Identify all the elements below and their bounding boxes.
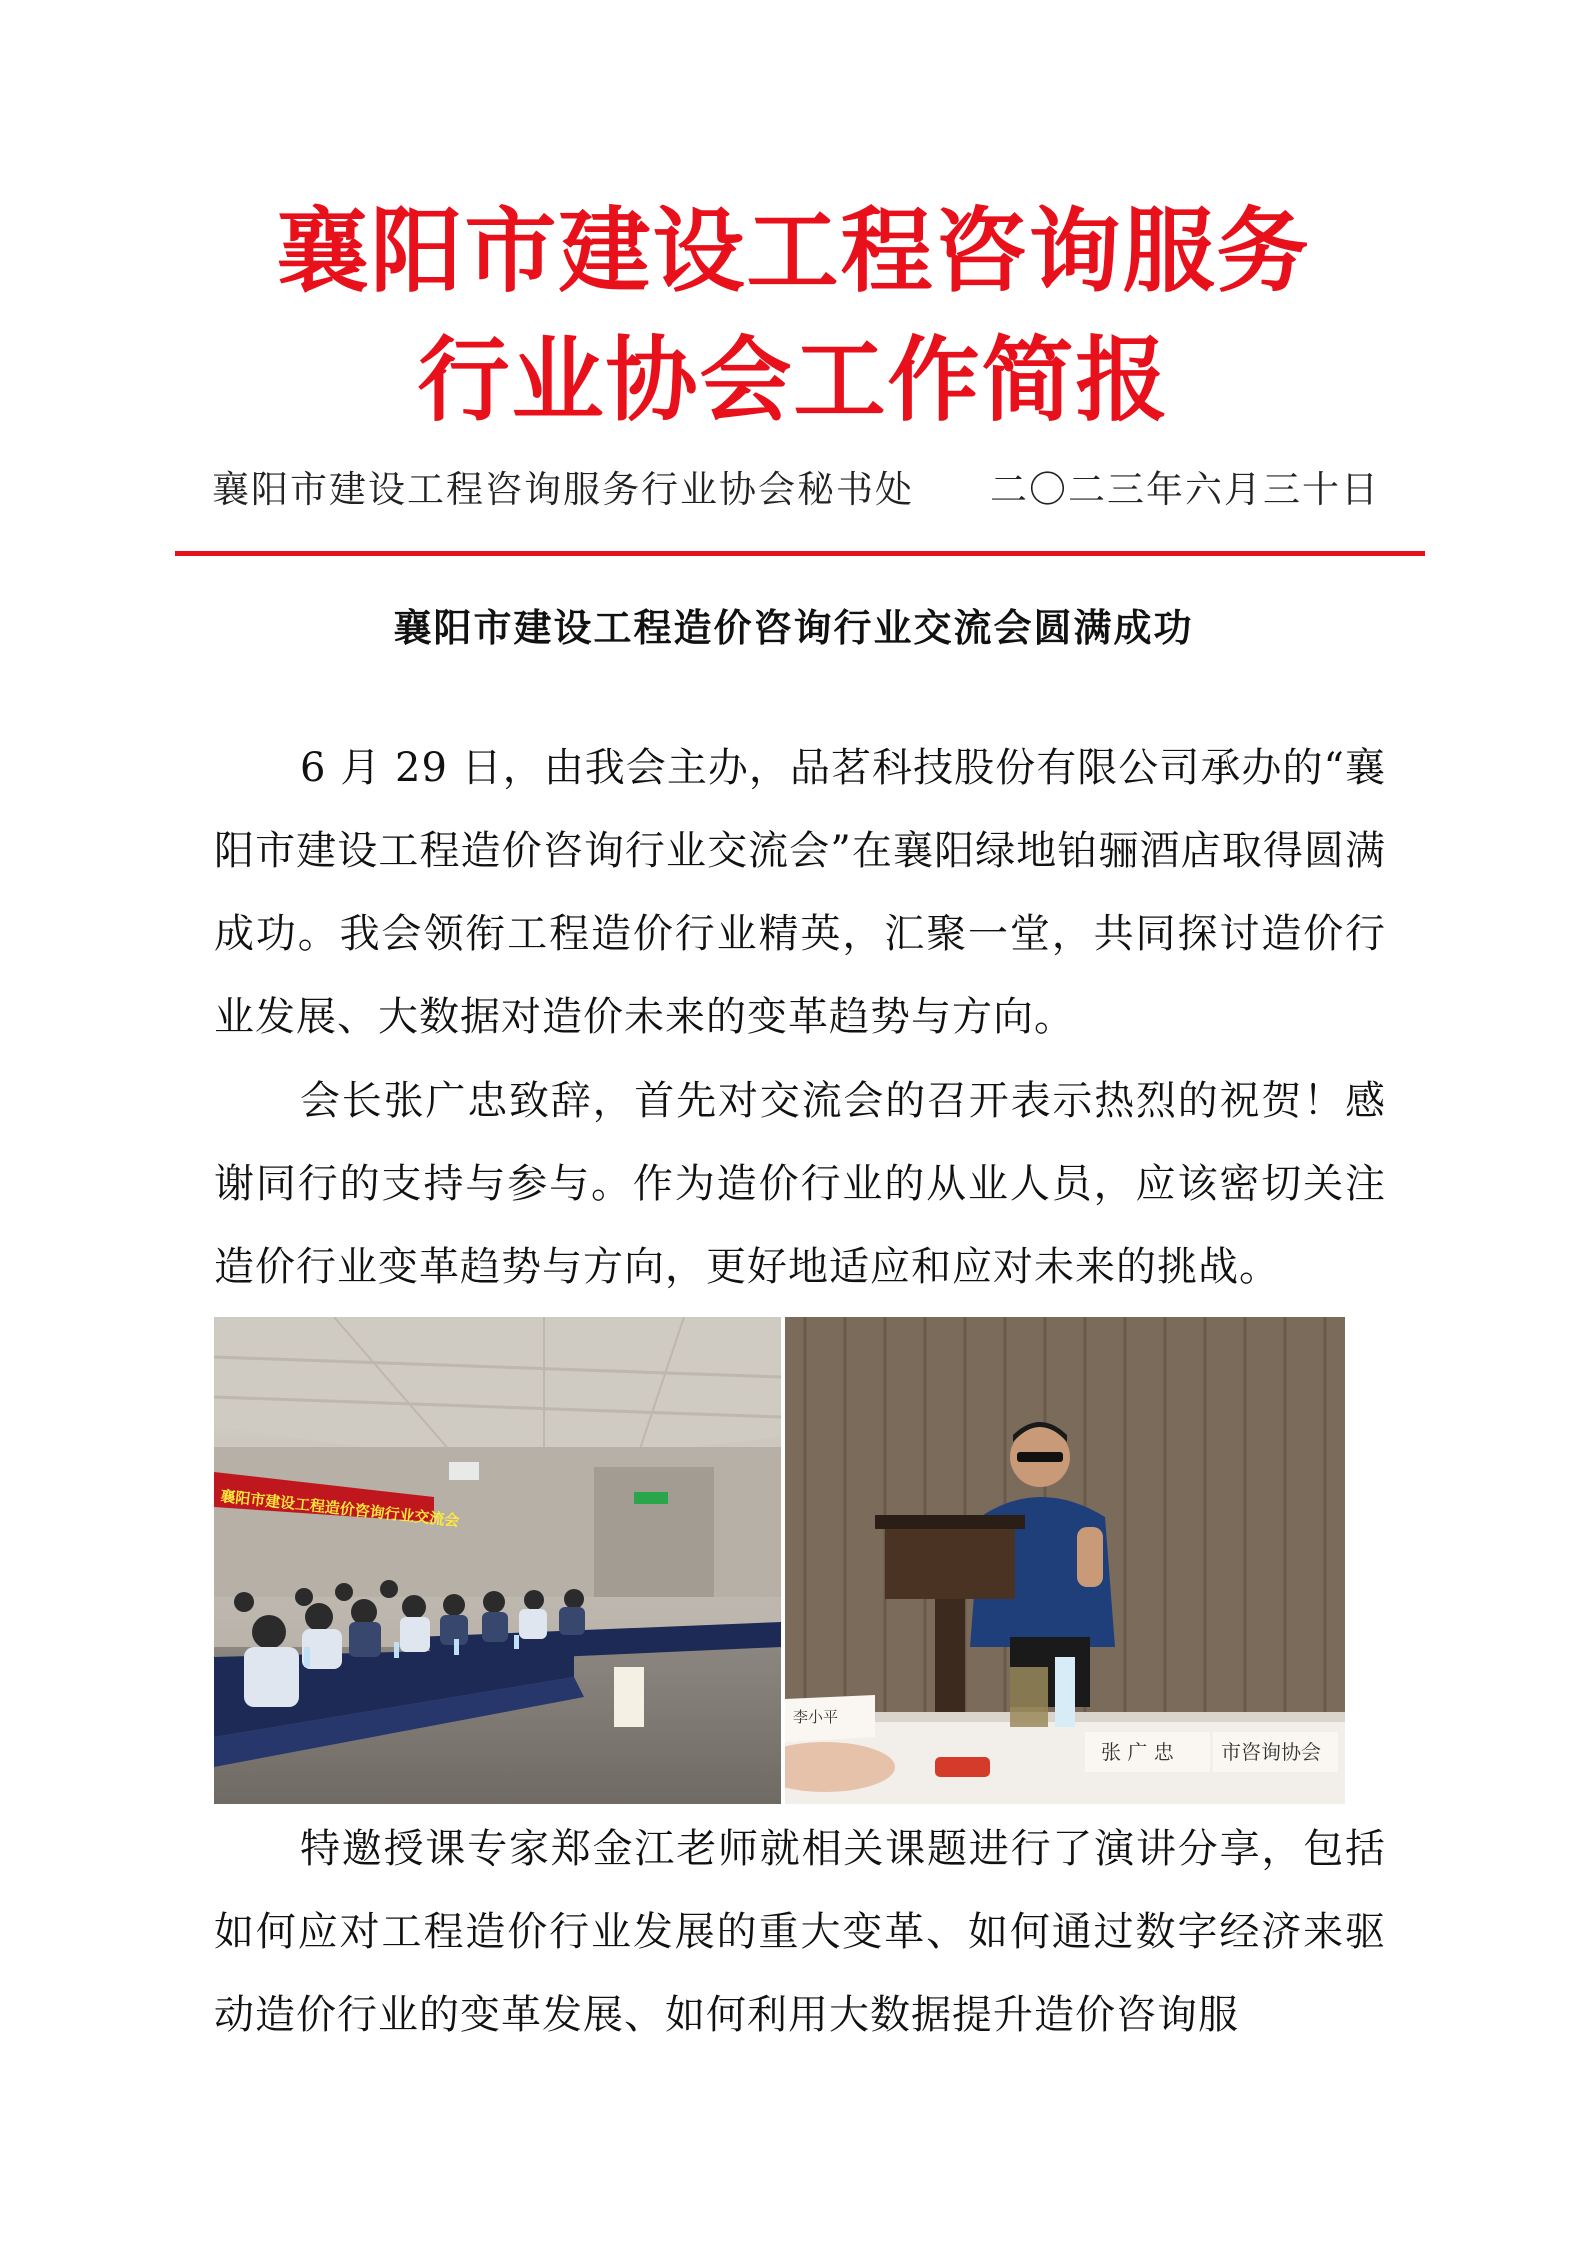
masthead-title-line-1: 襄阳市建设工程咨询服务 [276, 198, 1311, 305]
article-paragraph-2: 会长张广忠致辞，首先对交流会的召开表示热烈的祝贺！感谢同行的支持与参与。作为造价行业的从业人员，应该密切关注造价行业变革趋势与方向，更好地适应和应对未来的挑战。 [214, 1078, 1386, 1290]
masthead-title-line-2: 行业协会工作简报 [417, 327, 1170, 434]
speaker-illustration [785, 1317, 1345, 1804]
conference-room-illustration [214, 1317, 781, 1804]
masthead-divider [175, 551, 1425, 556]
issuer-org: 襄阳市建设工程咨询服务行业协会秘书处 [212, 468, 914, 511]
issue-date: 二〇二三年六月三十日 [990, 468, 1380, 511]
nameplate-association: 市咨询协会 [1221, 1740, 1321, 1764]
nameplate-left: 李小平 [793, 1708, 839, 1726]
nameplate-speaker: 张 广 忠 [1101, 1740, 1174, 1764]
conference-room-photo [214, 1317, 781, 1804]
article-title: 襄阳市建设工程造价咨询行业交流会圆满成功 [393, 605, 1194, 650]
banner-text: 襄阳市建设工程造价咨询行业交流会 [219, 1487, 461, 1531]
speaker-podium-photo [785, 1317, 1345, 1804]
article-paragraph-3: 特邀授课专家郑金江老师就相关课题进行了演讲分享，包括如何应对工程造价行业发展的重大变革、如何通过数字经济来驱动造价行业的变革发展、如何利用大数据提升造价咨询服 [214, 1826, 1386, 2038]
article-paragraph-1: 6 月 29 日，由我会主办，品茗科技股份有限公司承办的“襄阳市建设工程造价咨询行业交流会”在襄阳绿地铂骊酒店取得圆满成功。我会领衔工程造价行业精英，汇聚一堂，共同探讨造价行业发展、大数据对造价未来的变革趋势与方向。 [214, 745, 1386, 1040]
issuer-line [212, 459, 1380, 513]
